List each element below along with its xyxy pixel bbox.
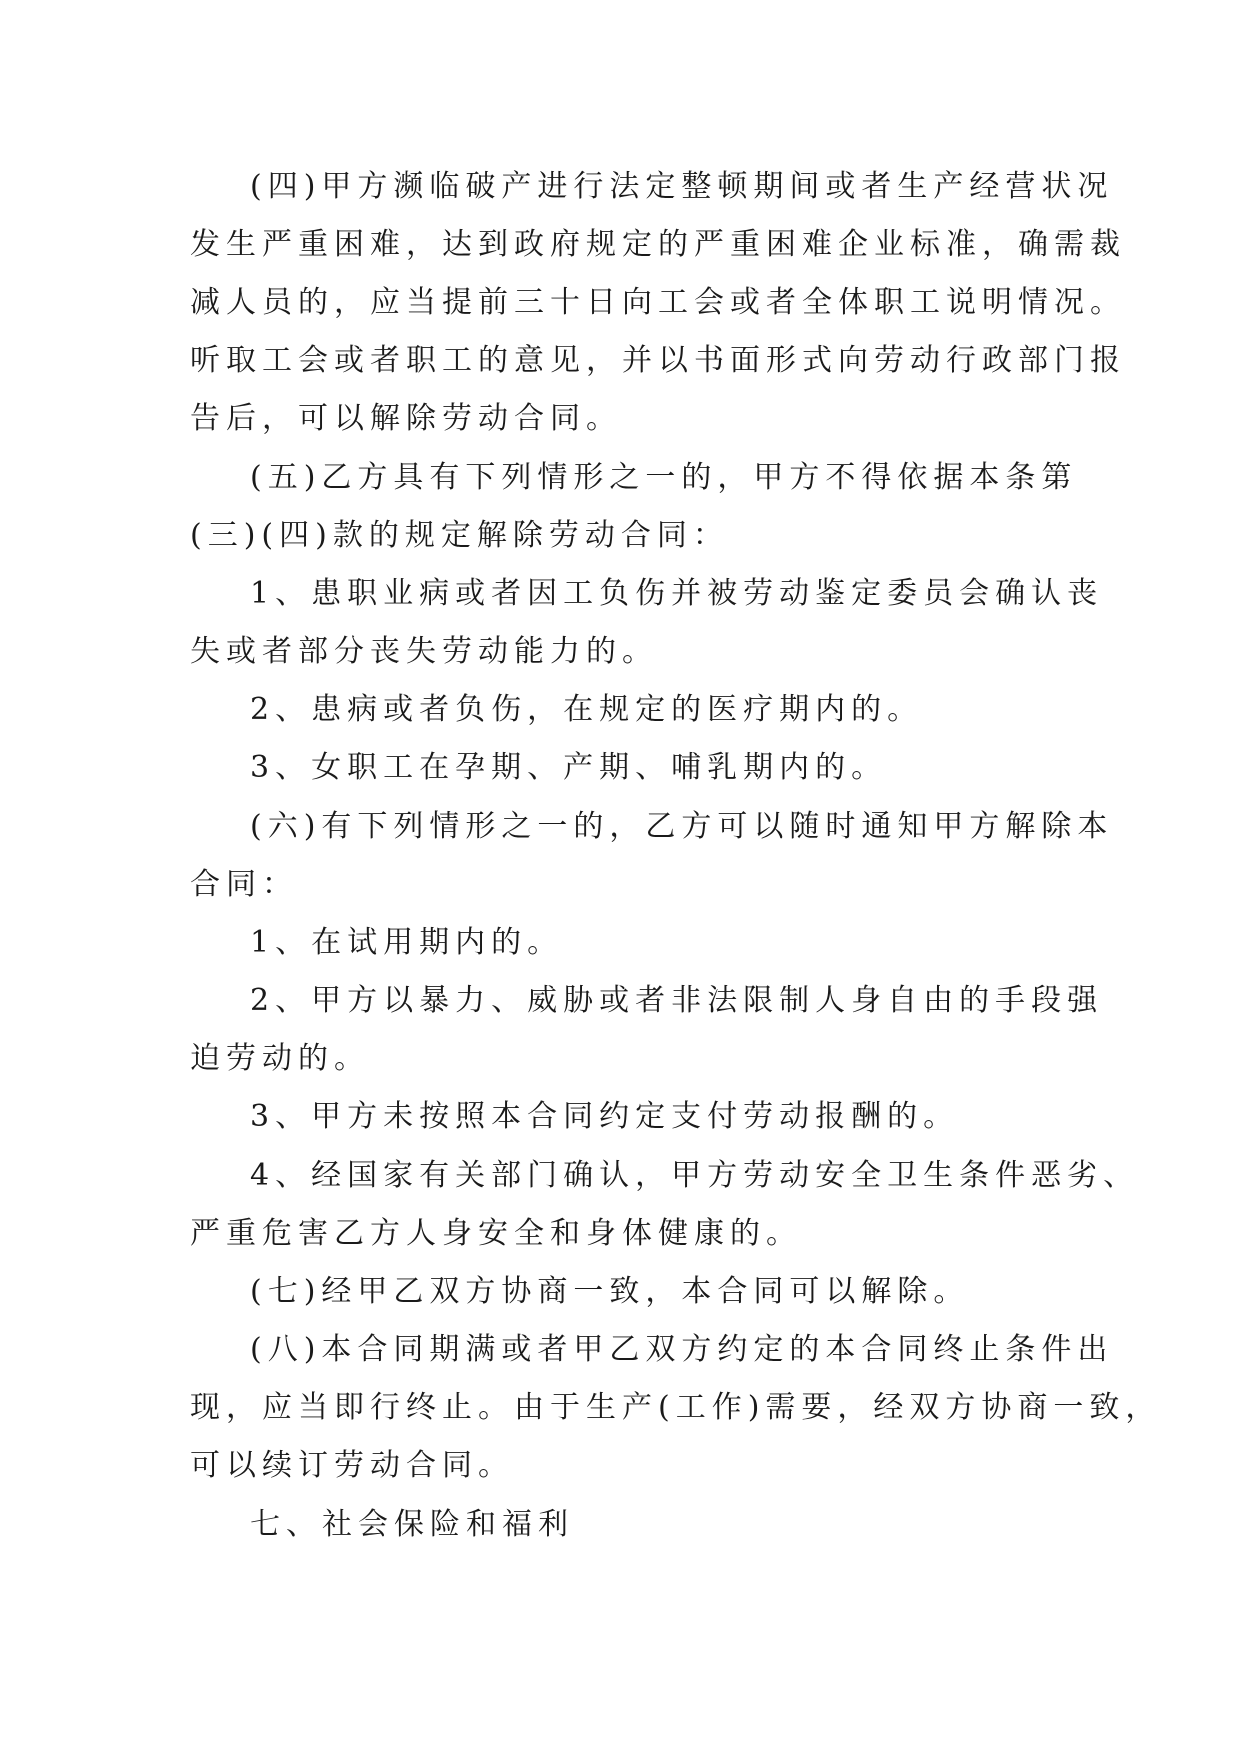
clause-4-line-1: (四)甲方濒临破产进行法定整顿期间或者生产经营状况 — [250, 169, 1114, 204]
clause-6-item-3: 3、甲方未按照本合同约定支付劳动报酬的。 — [250, 1099, 960, 1134]
clause-5-item-3: 3、女职工在孕期、产期、哺乳期内的。 — [250, 750, 888, 785]
clause-6-item-2-line-2: 迫劳动的。 — [190, 1041, 370, 1076]
clause-5-item-1-line-2: 失或者部分丧失劳动能力的。 — [190, 634, 658, 669]
clause-4-line-3: 减人员的，应当提前三十日向工会或者全体职工说明情况。 — [190, 285, 1126, 320]
clause-8-line-3: 可以续订劳动合同。 — [190, 1448, 514, 1483]
clause-6-item-4-line-1: 4、经国家有关部门确认，甲方劳动安全卫生条件恶劣、 — [250, 1158, 1140, 1193]
clause-7: (七)经甲乙双方协商一致，本合同可以解除。 — [250, 1274, 970, 1309]
clause-4-line-4: 听取工会或者职工的意见，并以书面形式向劳动行政部门报 — [190, 343, 1126, 378]
section-7-heading: 七、社会保险和福利 — [250, 1507, 574, 1542]
clause-8-line-2: 现，应当即行终止。由于生产(工作)需要，经双方协商一致， — [190, 1390, 1162, 1425]
clause-5-item-1-line-1: 1、患职业病或者因工负伤并被劳动鉴定委员会确认丧 — [250, 576, 1104, 611]
clause-6-line-1: (六)有下列情形之一的，乙方可以随时通知甲方解除本 — [250, 809, 1114, 844]
clause-5-line-1: (五)乙方具有下列情形之一的，甲方不得依据本条第 — [250, 460, 1078, 495]
clause-6-item-4-line-2: 严重危害乙方人身安全和身体健康的。 — [190, 1216, 802, 1251]
clause-4-line-5: 告后，可以解除劳动合同。 — [190, 401, 622, 436]
clause-4-line-2: 发生严重困难，达到政府规定的严重困难企业标准，确需裁 — [190, 227, 1126, 262]
clause-8-line-1: (八)本合同期满或者甲乙双方约定的本合同终止条件出 — [250, 1332, 1114, 1367]
clause-5-line-2: (三)(四)款的规定解除劳动合同： — [190, 518, 729, 553]
clause-6-line-2: 合同： — [190, 867, 298, 902]
clause-5-item-2: 2、患病或者负伤，在规定的医疗期内的。 — [250, 692, 924, 727]
clause-6-item-1: 1、在试用期内的。 — [250, 925, 564, 960]
clause-6-item-2-line-1: 2、甲方以暴力、威胁或者非法限制人身自由的手段强 — [250, 983, 1104, 1018]
